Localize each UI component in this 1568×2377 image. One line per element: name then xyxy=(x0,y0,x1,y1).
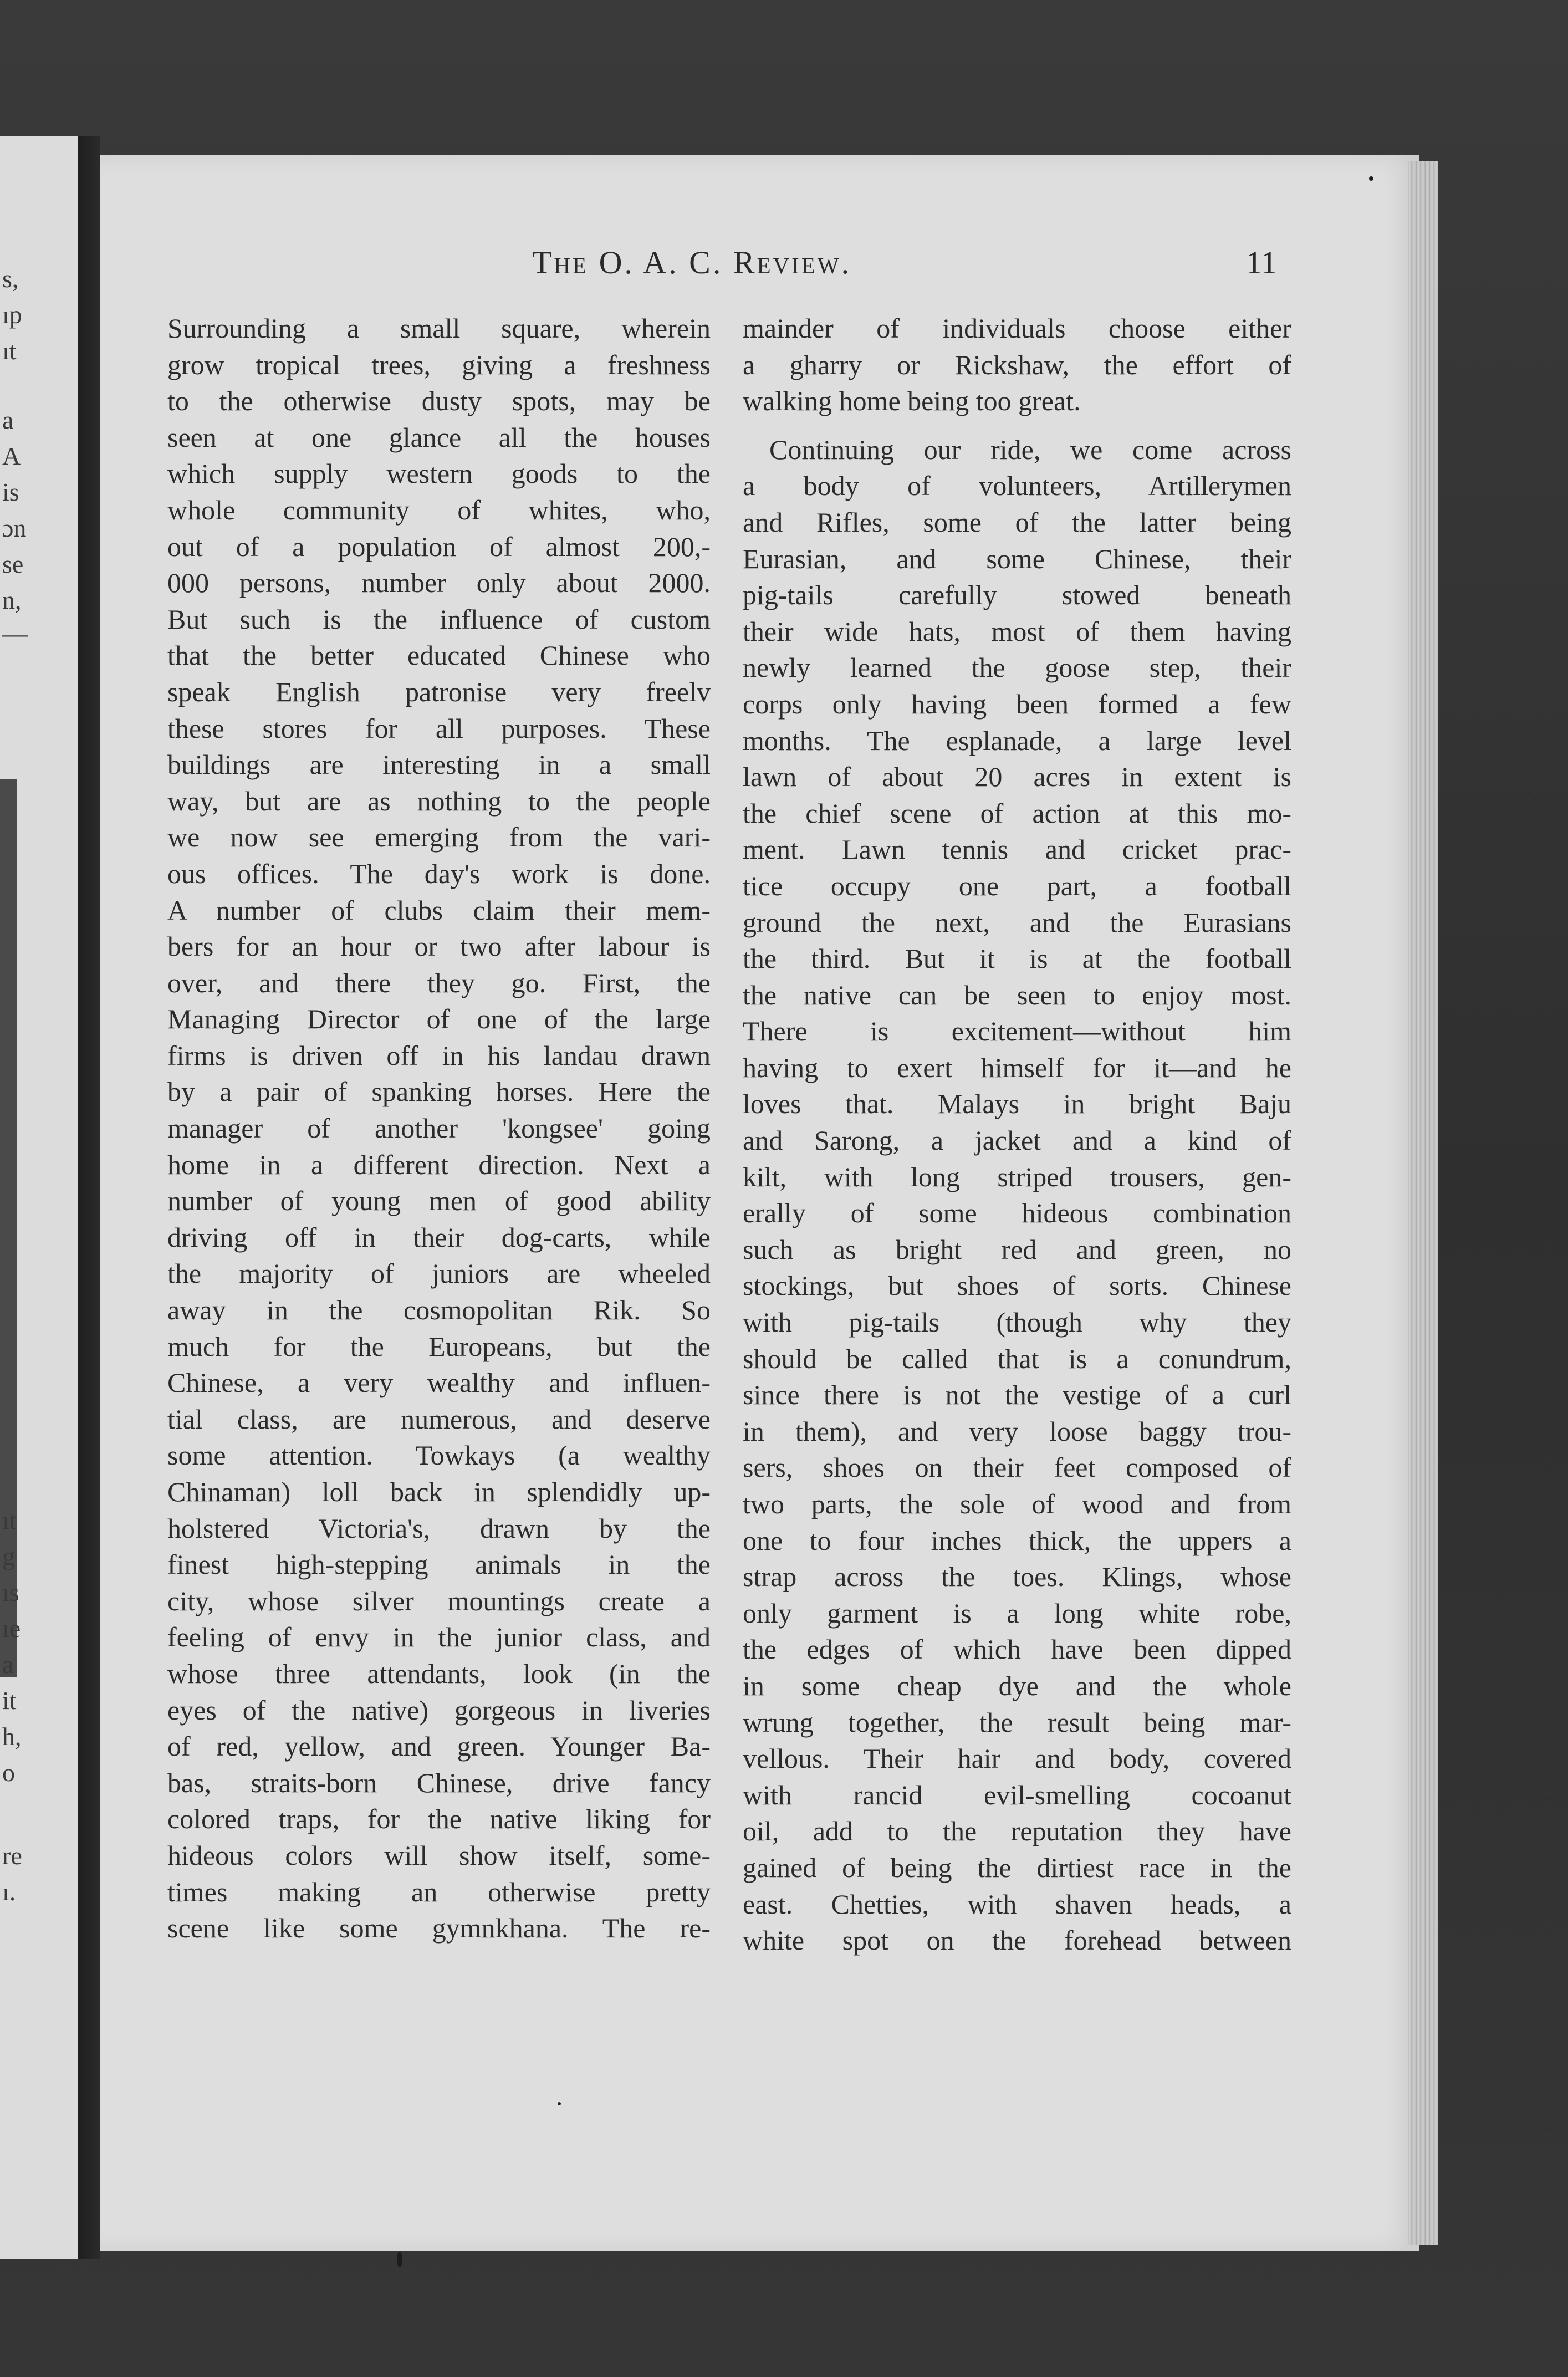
text-line: mainder of individuals choose either xyxy=(743,313,1291,344)
page-number: 11 xyxy=(1246,244,1277,280)
previous-page-text-fragment: ɔn xyxy=(2,514,27,542)
text-line: hideous colors will show itself, some- xyxy=(167,1839,711,1871)
previous-page-text-fragment: o xyxy=(2,1758,15,1787)
text-line: away in the cosmopolitan Rik. So xyxy=(167,1294,711,1326)
text-line: the majority of juniors are wheeled xyxy=(167,1258,711,1289)
journal-title: The O. A. C. Review. xyxy=(532,244,852,280)
text-line: the third. But it is at the football xyxy=(743,943,1291,975)
text-line: feeling of envy in the junior class, and xyxy=(167,1621,711,1653)
text-line: in them), and very loose baggy trou- xyxy=(743,1415,1291,1447)
text-line: Chinaman) loll back in splendidly up- xyxy=(167,1476,711,1507)
previous-page-text-fragment: ı. xyxy=(2,1878,16,1906)
paragraph-break xyxy=(743,420,1291,432)
previous-page-text-fragment: ıt xyxy=(2,336,17,365)
previous-page-text-fragment: se xyxy=(2,550,24,578)
previous-page-text-fragment: is xyxy=(2,478,19,506)
text-line: kilt, with long striped trousers, gen- xyxy=(743,1161,1291,1192)
text-line: gained of being the dirtiest race in the xyxy=(743,1851,1291,1883)
text-line: manager of another 'kongsee' going xyxy=(167,1113,711,1144)
text-line: such as bright red and green, no xyxy=(743,1233,1291,1265)
text-line: some attention. Towkays (a wealthy xyxy=(167,1440,711,1471)
text-line: and Rifles, some of the latter being xyxy=(743,506,1291,538)
text-line: firms is driven off in his landau drawn xyxy=(167,1039,711,1071)
text-line: we now see emerging from the vari- xyxy=(167,822,711,853)
text-line: east. Chetties, with shaven heads, a xyxy=(743,1888,1291,1920)
text-line: Eurasian, and some Chinese, their xyxy=(743,543,1291,574)
page-stack-edge xyxy=(1408,161,1438,2245)
text-line: But such is the influence of custom xyxy=(167,603,711,635)
previous-page-text-fragment: g xyxy=(2,1542,15,1570)
text-line: holstered Victoria's, drawn by the xyxy=(167,1512,711,1544)
text-line: wrung together, the result being mar- xyxy=(743,1706,1291,1738)
text-line: stockings, but shoes of sorts. Chinese xyxy=(743,1270,1291,1302)
text-line: a gharry or Rickshaw, the effort of xyxy=(743,349,1291,380)
text-line: over, and there they go. First, the xyxy=(167,967,711,998)
scan-speck xyxy=(1369,176,1373,181)
text-line: scene like some gymnkhana. The re- xyxy=(167,1912,711,1944)
text-line: loves that. Malays in bright Baju xyxy=(743,1088,1291,1120)
text-line: with rancid evil-smelling cocoanut xyxy=(743,1779,1291,1810)
text-line: out of a population of almost 200,- xyxy=(167,531,711,562)
book-gutter xyxy=(78,136,100,2259)
text-line: pig-tails carefully stowed beneath xyxy=(743,579,1291,611)
text-line: number of young men of good ability xyxy=(167,1185,711,1217)
text-line: finest high-stepping animals in the xyxy=(167,1549,711,1580)
previous-page-fragment xyxy=(0,136,81,2259)
text-line: Continuing our ride, we come across xyxy=(769,433,1291,465)
text-line: having to exert himself for it—and he xyxy=(743,1052,1291,1083)
text-line: 000 persons, number only about 2000. xyxy=(167,567,711,599)
text-line: two parts, the sole of wood and from xyxy=(743,1488,1291,1519)
previous-page-text-fragment: ıp xyxy=(2,300,22,329)
text-line: vellous. Their hair and body, covered xyxy=(743,1743,1291,1774)
text-line: whose three attendants, look (in the xyxy=(167,1657,711,1689)
text-line: to the otherwise dusty spots, may be xyxy=(167,385,711,417)
text-line: much for the Europeans, but the xyxy=(167,1330,711,1362)
text-line: which supply western goods to the xyxy=(167,458,711,489)
text-line: by a pair of spanking horses. Here the xyxy=(167,1076,711,1108)
text-line: times making an otherwise pretty xyxy=(167,1876,711,1907)
text-line: with pig-tails (though why they xyxy=(743,1307,1291,1338)
previous-page-text-fragment: n, xyxy=(2,586,22,614)
text-line: in some cheap dye and the whole xyxy=(743,1670,1291,1701)
text-line: a body of volunteers, Artillerymen xyxy=(743,470,1291,502)
text-line: bers for an hour or two after labour is xyxy=(167,931,711,962)
text-line: sers, shoes on their feet composed of xyxy=(743,1452,1291,1483)
text-line: only garment is a long white robe, xyxy=(743,1597,1291,1629)
text-line: erally of some hideous combination xyxy=(743,1197,1291,1229)
text-line: tial class, are numerous, and deserve xyxy=(167,1403,711,1435)
text-line: the chief scene of action at this mo- xyxy=(743,797,1291,829)
previous-page-text-fragment: — xyxy=(2,619,28,647)
previous-page-text-fragment: ıe xyxy=(2,1614,21,1643)
previous-page-text-fragment: ıs xyxy=(2,1578,19,1606)
previous-page-text-fragment: it xyxy=(2,1686,17,1715)
text-line: the native can be seen to enjoy most. xyxy=(743,979,1291,1011)
text-line: seen at one glance all the houses xyxy=(167,421,711,453)
text-line: eyes of the native) gorgeous in liveries xyxy=(167,1694,711,1726)
text-line: corps only having been formed a few xyxy=(743,688,1291,720)
running-head xyxy=(0,244,1568,283)
previous-page-text-fragment: a xyxy=(2,1650,14,1679)
text-line: buildings are interesting in a small xyxy=(167,749,711,781)
scan-speck xyxy=(558,2102,561,2105)
text-line: colored traps, for the native liking for xyxy=(167,1803,711,1835)
text-line: lawn of about 20 acres in extent is xyxy=(743,761,1291,793)
text-line: tice occupy one part, a football xyxy=(743,870,1291,901)
text-line: ous offices. The day's work is done. xyxy=(167,858,711,889)
scan-speck xyxy=(397,2252,402,2267)
text-line: these stores for all purposes. These xyxy=(167,712,711,744)
text-line: that the better educated Chinese who xyxy=(167,640,711,671)
text-line: city, whose silver mountings create a xyxy=(167,1585,711,1616)
text-line: way, but are as nothing to the people xyxy=(167,785,711,817)
text-line: grow tropical trees, giving a freshness xyxy=(167,349,711,380)
text-column-right xyxy=(743,310,1291,1959)
text-line: driving off in their dog-carts, while xyxy=(167,1221,711,1253)
previous-page-text-fragment: ıt xyxy=(2,1506,17,1534)
text-line: Surrounding a small square, wherein xyxy=(167,313,711,344)
text-line: their wide hats, most of them having xyxy=(743,615,1291,647)
text-line: A number of clubs claim their mem- xyxy=(167,894,711,926)
text-line: strap across the toes. Klings, whose xyxy=(743,1561,1291,1593)
text-line: of red, yellow, and green. Younger Ba- xyxy=(167,1731,711,1762)
text-line: since there is not the vestige of a curl xyxy=(743,1379,1291,1411)
text-line: Chinese, a very wealthy and influen- xyxy=(167,1367,711,1399)
previous-page-text-fragment: h, xyxy=(2,1722,22,1751)
text-line: one to four inches thick, the uppers a xyxy=(743,1524,1291,1556)
text-line: home in a different direction. Next a xyxy=(167,1149,711,1180)
text-line: whole community of whites, who, xyxy=(167,494,711,526)
previous-page-text-fragment: s, xyxy=(2,264,19,293)
text-line: newly learned the goose step, their xyxy=(743,652,1291,683)
text-line: Managing Director of one of the large xyxy=(167,1003,711,1035)
text-line: white spot on the forehead between xyxy=(743,1925,1291,1956)
text-line: oil, add to the reputation they have xyxy=(743,1815,1291,1847)
text-line: There is excitement—without him xyxy=(743,1016,1291,1047)
text-line: and Sarong, a jacket and a kind of xyxy=(743,1125,1291,1156)
text-line: ground the next, and the Eurasians xyxy=(743,906,1291,938)
text-line: speak English patronise very freelv xyxy=(167,676,711,707)
text-line: ment. Lawn tennis and cricket prac- xyxy=(743,834,1291,865)
previous-page-text-fragment: re xyxy=(2,1842,22,1870)
previous-page-text-fragment: a xyxy=(2,406,14,434)
text-line: should be called that is a conundrum, xyxy=(743,1343,1291,1374)
text-line: months. The esplanade, a large level xyxy=(743,725,1291,756)
text-line: the edges of which have been dipped xyxy=(743,1634,1291,1665)
previous-page-text-fragment: A xyxy=(2,442,21,470)
text-line: walking home being too great. xyxy=(743,385,1081,417)
text-line: bas, straits-born Chinese, drive fancy xyxy=(167,1767,711,1798)
text-column-left xyxy=(167,310,711,1947)
